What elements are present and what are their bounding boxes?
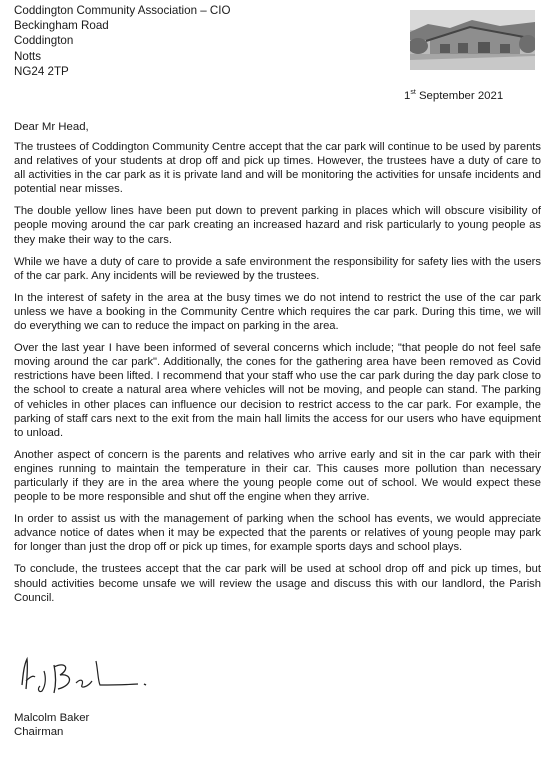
letter-date: 1st September 2021 <box>404 89 504 102</box>
paragraph: While we have a duty of care to provide a safe environment the responsibility for safety lies with the users of the car park. Any incidents will be reviewed by the trustees. <box>14 255 541 282</box>
letter-body <box>14 140 541 613</box>
paragraph: In the interest of safety in the area at the busy times we do not intend to restrict the use of the car park unless we have a booking in the Community Centre which requires the car park. During this time, we will do everything we can to reduce the impact on parking in the area. <box>14 291 541 333</box>
salutation: Dear Mr Head, <box>14 121 89 133</box>
sender-street: Beckingham Road <box>14 19 109 33</box>
signer-name: Malcolm Baker <box>14 712 90 724</box>
sender-org: Coddington Community Association – CIO <box>14 4 231 17</box>
community-centre-photo <box>410 10 535 70</box>
sender-address <box>14 3 231 79</box>
sender-village: Coddington <box>14 34 74 48</box>
paragraph: To conclude, the trustees accept that the car park will be used at school drop off and pick up times, but should activities become unsafe we will review the usage and discuss this with our landlord, the Parish Council. <box>14 563 541 604</box>
signer-block <box>14 711 89 739</box>
paragraph: In order to assist us with the management of parking when the school has events, we would appreciate advance notice of dates when it may be expected that the parents or relatives of young people may park for longer than just the drop off or pick up times, for example sports days and school plays. <box>14 513 541 554</box>
paragraph: Over the last year I have been informed of several concerns which include; "that people do not feel safe moving around the car park". Additionally, the cones for the gathering area have been removed as Covid restrictions have been lifted. I recommend that your staff who use the car park during the day park close to the school to create a natural area where vehicles will not be moving, and people can stand. The parking of vehicles in other places can influence our decision to restrict access to the car park. For example, the parking of staff cars next to the exit from the main hall limits the access for our users who have equipment to unload. <box>14 342 541 439</box>
sender-county: Notts <box>14 49 42 63</box>
paragraph: The trustees of Coddington Community Centre accept that the car park will continue to be used by parents and relatives of your students at drop off and pick up times. However, the trustees have a duty of care to all activities in the car park as it is private land and will be monitoring the activities for unsafe incidents and potential near misses. <box>14 141 541 196</box>
paragraph: The double yellow lines have been put down to prevent parking in places which will obscure visibility of people moving around the car park creating an increased hazard and risk particularly to young people as they make their way to the cars. <box>14 205 541 246</box>
paragraph: Another aspect of concern is the parents and relatives who arrive early and sit in the car park with their engines running to maintain the temperature in their car. This causes more pollution than necessary particularly if they are in the area where the young people come out of school. We would expect these people to be more responsible and shut off the engine when they arrive. <box>14 448 541 504</box>
sender-postcode: NG24 2TP <box>14 64 69 78</box>
handwritten-signature <box>18 655 153 701</box>
signer-title: Chairman <box>14 726 64 738</box>
